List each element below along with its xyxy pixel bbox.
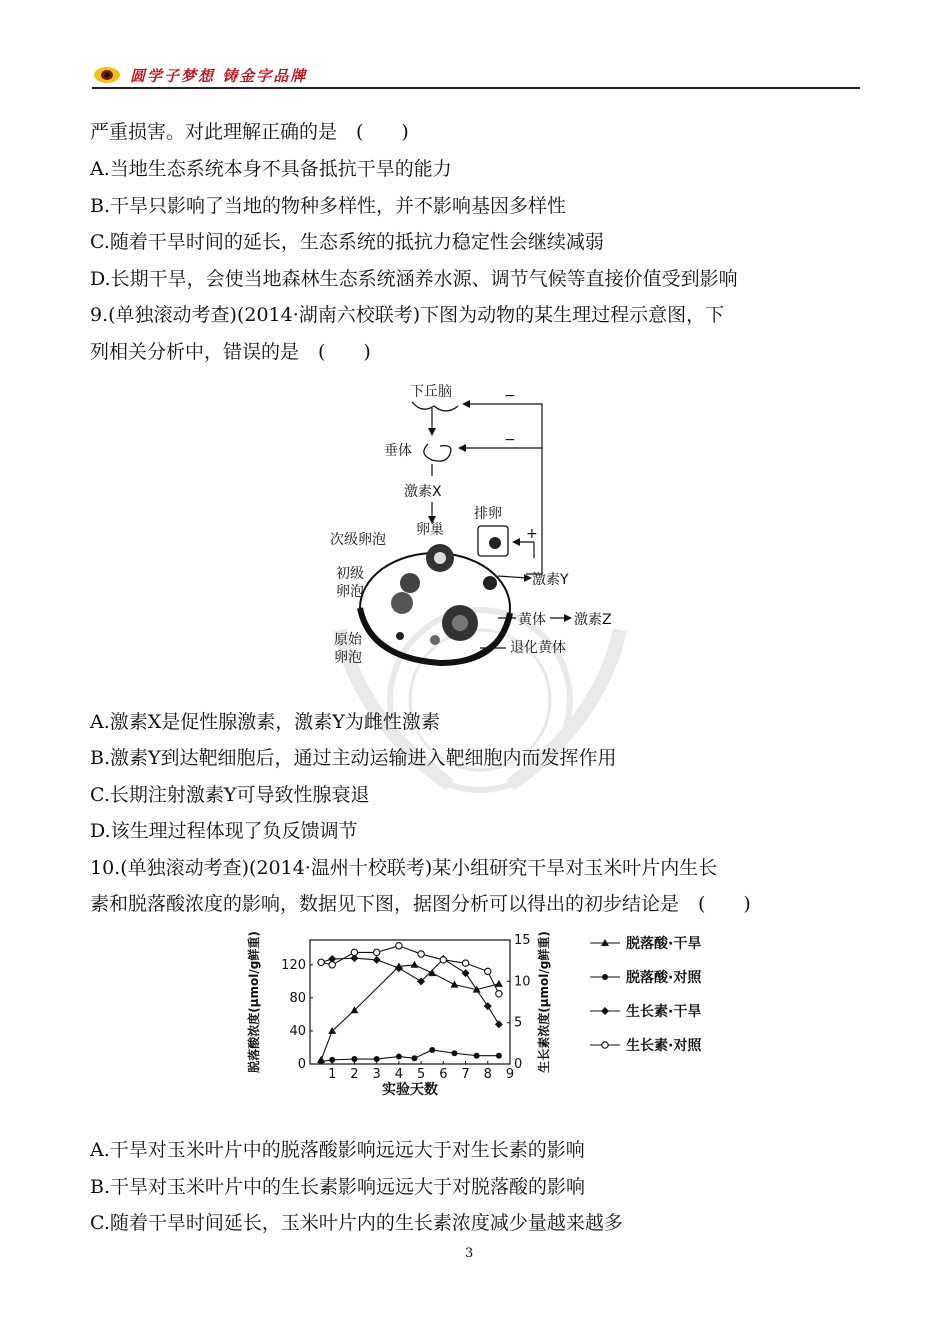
header-motto: 圆学子梦想 铸金字品牌	[130, 67, 308, 85]
q8-option-c: C.随着干旱时间的延长，生态系统的抵抗力稳定性会继续减弱	[90, 231, 604, 253]
data-point	[411, 1055, 417, 1061]
data-point	[429, 1047, 435, 1053]
x-tick-label: 9	[505, 1067, 515, 1082]
series-line	[321, 965, 499, 1060]
series-line	[321, 946, 499, 994]
label-plus: +	[526, 526, 538, 542]
label-primary-1: 初级	[336, 566, 364, 582]
data-point	[351, 949, 357, 955]
q10-option-c: C.随着干旱时间延长，玉米叶片内的生长素浓度减少量越来越多	[90, 1212, 623, 1234]
page-header	[92, 62, 860, 88]
q10-option-b: B.干旱对玉米叶片中的生长素影响远远大于对脱落酸的影响	[90, 1176, 586, 1198]
label-primary-2: 卵泡	[336, 584, 364, 600]
x-tick-label: 8	[483, 1067, 492, 1082]
x-tick-label: 7	[461, 1067, 470, 1082]
data-point	[373, 949, 379, 955]
data-point	[396, 943, 402, 949]
series-line	[321, 1050, 499, 1062]
data-point	[484, 1002, 492, 1010]
y-right-tick-label: 5	[514, 1015, 523, 1031]
q8-option-d: D.长期干旱，会使当地森林生态系统涵养水源、调节气候等直接价值受到影响	[90, 268, 738, 290]
x-tick-label: 1	[328, 1067, 337, 1082]
school-logo-icon	[92, 64, 122, 84]
data-point	[496, 1053, 502, 1059]
data-point	[395, 964, 403, 972]
y-left-tick-label: 80	[289, 990, 306, 1006]
label-pituitary: 垂体	[384, 443, 412, 459]
y-left-tick-label: 120	[281, 957, 306, 973]
x-tick-label: 2	[350, 1067, 359, 1082]
data-point	[462, 960, 468, 966]
label-minus-2: −	[504, 432, 516, 448]
q8-stem-tail: 严重损害。对此理解正确的是 ( )	[90, 121, 409, 143]
x-axis-label: 实验天数	[382, 1082, 438, 1098]
data-point	[602, 1042, 608, 1048]
y-right-tick-label: 0	[514, 1057, 523, 1072]
label-ovary: 卵巢	[416, 522, 444, 538]
data-point	[474, 1053, 480, 1059]
legend-label: 生长素·对照	[626, 1038, 702, 1054]
x-tick-label: 5	[416, 1067, 426, 1082]
data-point	[318, 959, 324, 965]
data-point	[329, 962, 335, 968]
hormone-concentration-chart	[230, 926, 730, 1104]
q9-option-c: C.长期注射激素Y可导致性腺衰退	[90, 784, 370, 806]
data-point	[495, 980, 503, 987]
data-point	[373, 956, 381, 964]
label-minus-1: −	[504, 388, 516, 404]
data-point	[462, 969, 470, 977]
legend-label: 生长素·干旱	[626, 1004, 702, 1020]
y-left-axis-label: 脱落酸浓度(μmol/g鲜重)	[247, 931, 261, 1073]
data-point	[485, 968, 491, 974]
x-tick-label: 4	[394, 1067, 404, 1082]
data-point	[396, 1054, 402, 1060]
q9-option-b: B.激素Y到达靶细胞后，通过主动运输进入靶细胞内而发挥作用	[90, 747, 617, 769]
data-point	[329, 1057, 335, 1063]
y-right-tick-label: 15	[514, 933, 531, 948]
label-primordial-1: 原始	[334, 632, 362, 648]
data-point	[410, 961, 418, 968]
data-point	[451, 1050, 457, 1056]
series-line	[321, 958, 499, 1024]
q9-stem-line2: 列相关分析中，错误的是 ( )	[90, 341, 371, 363]
page-number: 3	[465, 1246, 474, 1261]
data-point	[602, 974, 608, 980]
legend-label: 脱落酸·干旱	[626, 936, 702, 952]
q9-option-d: D.该生理过程体现了负反馈调节	[90, 820, 358, 842]
data-point	[418, 951, 424, 957]
data-point	[450, 981, 458, 988]
data-point	[374, 1056, 380, 1062]
y-left-tick-label: 40	[289, 1023, 306, 1039]
label-hypothalamus: 下丘脑	[410, 384, 452, 400]
data-point	[351, 1056, 357, 1062]
q9-option-a: A.激素X是促性腺激素，激素Y为雌性激素	[90, 711, 440, 733]
label-secondary-follicle: 次级卵泡	[330, 532, 386, 548]
q10-stem-line2: 素和脱落酸浓度的影响，数据见下图，据图分析可以得出的初步结论是 ( )	[90, 893, 751, 915]
y-right-tick-label: 10	[514, 974, 531, 990]
data-point	[495, 1020, 503, 1028]
legend-label: 脱落酸·对照	[626, 970, 702, 986]
x-tick-label: 6	[439, 1067, 448, 1082]
data-point	[318, 1059, 324, 1065]
q10-stem-line1: 10.(单独滚动考查)(2014·温州十校联考)某小组研究干旱对玉米叶片内生长	[90, 857, 718, 879]
label-degenerated-corpus: 退化黄体	[510, 640, 566, 656]
label-corpus-luteum: 黄体	[518, 612, 546, 628]
reproductive-process-diagram	[320, 378, 640, 678]
y-right-axis-label: 生长素浓度(μmol/g鲜重)	[537, 931, 551, 1073]
header-rule	[92, 87, 860, 89]
q9-stem-line1: 9.(单独滚动考查)(2014·湖南六校联考)下图为动物的某生理过程示意图，下	[90, 304, 725, 326]
label-primordial-2: 卵泡	[334, 650, 362, 666]
q8-option-a: A.当地生态系统本身不具备抵抗干旱的能力	[90, 158, 452, 180]
x-tick-label: 3	[372, 1067, 381, 1082]
data-point	[601, 1007, 609, 1015]
q8-option-b: B.干旱只影响了当地的物种多样性，并不影响基因多样性	[90, 195, 567, 217]
q10-option-a: A.干旱对玉米叶片中的脱落酸影响远远大于对生长素的影响	[90, 1139, 585, 1161]
y-left-tick-label: 0	[297, 1057, 306, 1072]
data-point	[496, 991, 502, 997]
label-ovulation: 排卵	[474, 506, 502, 522]
data-point	[440, 957, 446, 963]
label-hormone-y: 激素Y	[532, 572, 569, 588]
label-hormone-x: 激素X	[404, 484, 442, 500]
label-hormone-z: 激素Z	[574, 612, 612, 628]
